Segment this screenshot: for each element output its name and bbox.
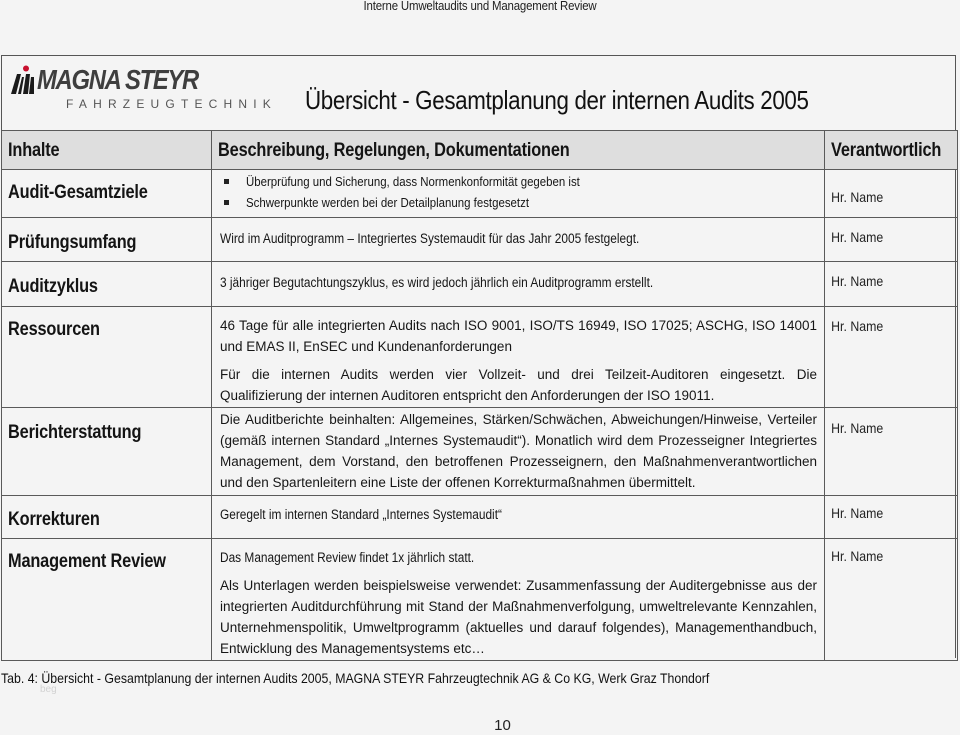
row-description	[212, 170, 825, 218]
row-description: 3 jähriger Begutachtungszyklus, es wird jedoch jährlich ein Auditprogramm erstellt.	[212, 262, 825, 307]
table-header-row	[2, 131, 958, 170]
header-description: Beschreibung, Regelungen, Dokumentationen	[212, 131, 825, 170]
row-category: Audit-Gesamtziele	[2, 170, 212, 218]
ghost-mark: beg	[40, 684, 57, 695]
row-responsible: Hr. Name	[825, 262, 958, 307]
description-paragraph: Das Management Review findet 1x jährlich statt.	[220, 550, 475, 565]
table-caption: Tab. 4: Übersicht - Gesamtplanung der internen Audits 2005, MAGNA STEYR Fahrzeugtechnik AG & Co KG, Werk Graz Thondorf	[1, 670, 710, 686]
row-description	[212, 408, 825, 496]
table-row	[2, 408, 958, 496]
description-paragraph: 46 Tage für alle integrierten Audits nach ISO 9001, ISO/TS 16949, ISO 17025; ASCHG, ISO 14001 und EMAS II, EnSEC und Kundenanforderungen	[220, 318, 817, 354]
row-category: Auditzyklus	[2, 262, 212, 307]
header-responsible: Verantwortlich	[825, 131, 958, 170]
row-description: Wird im Auditprogramm – Integriertes Systemaudit für das Jahr 2005 festgelegt.	[212, 218, 825, 262]
table-row	[2, 262, 958, 307]
row-description	[212, 307, 825, 408]
table-row	[2, 218, 958, 262]
row-responsible: Hr. Name	[825, 408, 958, 496]
audit-plan-table	[1, 130, 958, 661]
row-responsible: Hr. Name	[825, 218, 958, 262]
row-category: Management Review	[2, 539, 212, 661]
row-category: Ressourcen	[2, 307, 212, 408]
description-paragraph: Als Unterlagen werden beispielsweise verwendet: Zusammenfassung der Auditergebnisse aus der integrierten Auditdurchführung mit Stand der Maßnahmenverfolgung, umweltrelevante Kennzahlen, Unternehmenspolitik, Umweltprogramm (aktuelles und darauf folgendes), Managementhandbuch, Entwicklung des Managementsystems etc…	[220, 578, 817, 656]
table-row	[2, 496, 958, 539]
running-header: Interne Umweltaudits und Management Review	[363, 0, 597, 13]
row-description: Geregelt im internen Standard „Internes Systemaudit“	[212, 496, 825, 539]
company-logo	[9, 63, 278, 113]
title-area	[1, 55, 956, 130]
header-category: Inhalte	[2, 131, 212, 170]
logo-wordmark: MAGNA STEYR	[37, 64, 198, 95]
magna-logo-icon	[9, 65, 35, 95]
row-category: Korrekturen	[2, 496, 212, 539]
page-title: Übersicht - Gesamtplanung der internen Audits 2005	[305, 85, 809, 115]
bullet-icon	[224, 179, 229, 184]
row-responsible: Hr. Name	[825, 496, 958, 539]
bullet-icon	[224, 200, 229, 205]
table-row	[2, 307, 958, 408]
row-responsible: Hr. Name	[825, 539, 958, 661]
logo-subtitle: FAHRZEUGTECHNIK	[66, 97, 278, 111]
bullet-item: Schwerpunkte werden bei der Detailplanung festgesetzt	[220, 192, 817, 213]
bullet-item: Überprüfung und Sicherung, dass Normenkonformität gegeben ist	[220, 171, 817, 192]
table-row	[2, 170, 958, 218]
table-row	[2, 539, 958, 661]
row-category: Berichterstattung	[2, 408, 212, 496]
row-responsible: Hr. Name	[825, 170, 958, 218]
page-number: 10	[494, 717, 511, 734]
description-paragraph: Die Auditberichte beinhalten: Allgemeines, Stärken/Schwächen, Abweichungen/Hinweise, Verteiler (gemäß internen Standard „Internes Systemaudit“). Monatlich wird dem Prozesseigner Integriertes Management, dem Vorstand, den betroffenen Prozesseignern, den Maßnahmenverantwortlichen und den Spartenleitern eine Liste der offenen Korrekturmaßnahmen übermittelt.	[220, 412, 817, 490]
row-description	[212, 539, 825, 661]
row-category: Prüfungsumfang	[2, 218, 212, 262]
row-responsible: Hr. Name	[825, 307, 958, 408]
description-paragraph: Für die internen Audits werden vier Vollzeit- und drei Teilzeit-Auditoren eingesetzt. Die Qualifizierung der internen Auditoren entspricht den Anforderungen der ISO 19011.	[220, 367, 817, 403]
